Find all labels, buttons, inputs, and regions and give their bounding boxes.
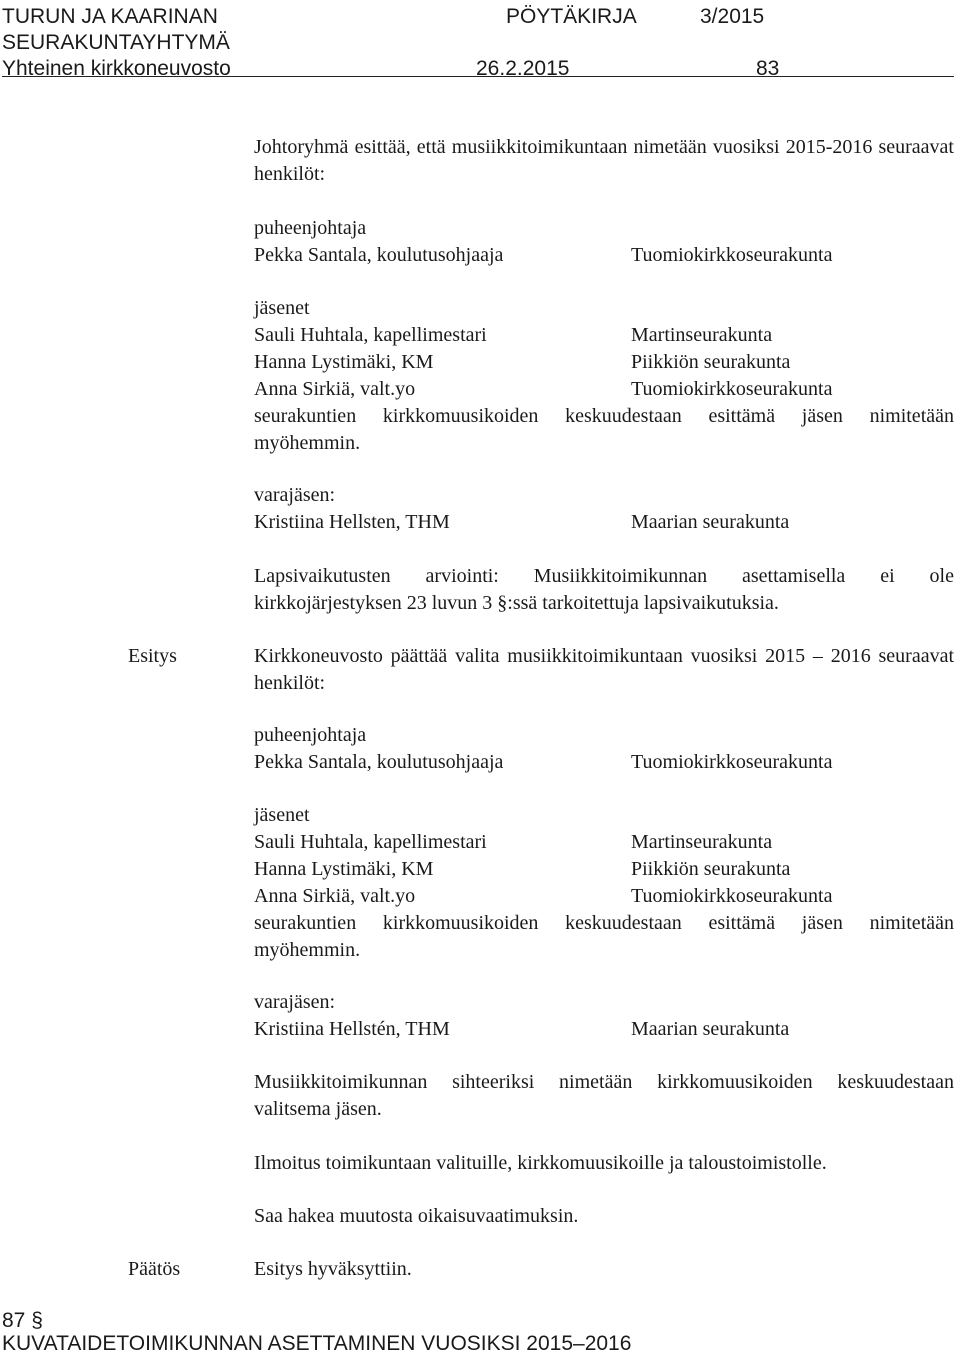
next-section-title: KUVATAIDETOIMIKUNNAN ASETTAMINEN VUOSIKSI 2015–2016 (2, 1332, 632, 1355)
organization-name-line2: SEURAKUNTAYHTYMÄ (2, 31, 230, 54)
chair-heading: puheenjohtaja (254, 724, 367, 746)
child-impact-assessment: Lapsivaikutusten arviointi: Musiikkitoimikunnan asettamisella ei ole kirkkojärjestyksen 23 luvun 3 §:ssä tarkoitettuja lapsivaikutuksia. (254, 565, 954, 614)
member-note: seurakuntien kirkkomuusikoiden keskuudestaan esittämä jäsen nimitetään myöhemmin. (254, 405, 954, 454)
organization-name-line1: TURUN JA KAARINAN (2, 5, 218, 28)
decision-label: Päätös (128, 1258, 181, 1280)
member-note: seurakuntien kirkkomuusikoiden keskuudestaan esittämä jäsen nimitetään myöhemmin. (254, 912, 954, 961)
proposal-intro: Kirkkoneuvosto päättää valita musiikkitoimikuntaan vuosiksi 2015 – 2016 seuraavat henkilöt: (254, 645, 954, 694)
next-section-number: 87 § (2, 1309, 43, 1332)
member-parish: Martinseurakunta (631, 324, 773, 346)
page-number: 83 (756, 57, 780, 80)
members-heading: jäsenet (254, 804, 310, 826)
member-name: Anna Sirkiä, valt.yo (254, 378, 416, 400)
document-number: 3/2015 (700, 5, 765, 28)
deputy-parish: Maarian seurakunta (631, 511, 790, 533)
member-name: Hanna Lystimäki, KM (254, 858, 434, 880)
meeting-body-name: Yhteinen kirkkoneuvosto (2, 57, 231, 80)
member-parish: Tuomiokirkkoseurakunta (631, 378, 833, 400)
members-heading: jäsenet (254, 297, 310, 319)
member-parish: Tuomiokirkkoseurakunta (631, 885, 833, 907)
member-parish: Martinseurakunta (631, 831, 773, 853)
member-name: Hanna Lystimäki, KM (254, 351, 434, 373)
chair-name: Pekka Santala, koulutusohjaaja (254, 244, 504, 266)
document-type: PÖYTÄKIRJA (506, 5, 637, 28)
member-name: Anna Sirkiä, valt.yo (254, 885, 416, 907)
meeting-date: 26.2.2015 (476, 57, 570, 80)
member-parish: Piikkiön seurakunta (631, 858, 791, 880)
member-name: Sauli Huhtala, kapellimestari (254, 831, 487, 853)
secretary-appointment: Musiikkitoimikunnan sihteeriksi nimetään kirkkomuusikoiden keskuudestaan valitsema jäsen. (254, 1071, 954, 1120)
chair-parish: Tuomiokirkkoseurakunta (631, 751, 833, 773)
deputy-heading: varajäsen: (254, 484, 336, 506)
appeal-instructions: Saa hakea muutosta oikaisuvaatimuksin. (254, 1205, 579, 1227)
deputy-name: Kristiina Hellstén, THM (254, 1018, 450, 1040)
member-parish: Piikkiön seurakunta (631, 351, 791, 373)
deputy-name: Kristiina Hellsten, THM (254, 511, 450, 533)
decision-text: Esitys hyväksyttiin. (254, 1258, 412, 1280)
management-group-intro: Johtoryhmä esittää, että musiikkitoimikuntaan nimetään vuosiksi 2015-2016 seuraavat henkilöt: (254, 136, 954, 185)
deputy-parish: Maarian seurakunta (631, 1018, 790, 1040)
chair-heading: puheenjohtaja (254, 217, 367, 239)
notification-text: Ilmoitus toimikuntaan valituille, kirkkomuusikoille ja taloustoimistolle. (254, 1152, 827, 1174)
proposal-label: Esitys (128, 645, 177, 667)
deputy-heading: varajäsen: (254, 991, 336, 1013)
member-name: Sauli Huhtala, kapellimestari (254, 324, 487, 346)
chair-name: Pekka Santala, koulutusohjaaja (254, 751, 504, 773)
chair-parish: Tuomiokirkkoseurakunta (631, 244, 833, 266)
header-divider (2, 76, 954, 77)
